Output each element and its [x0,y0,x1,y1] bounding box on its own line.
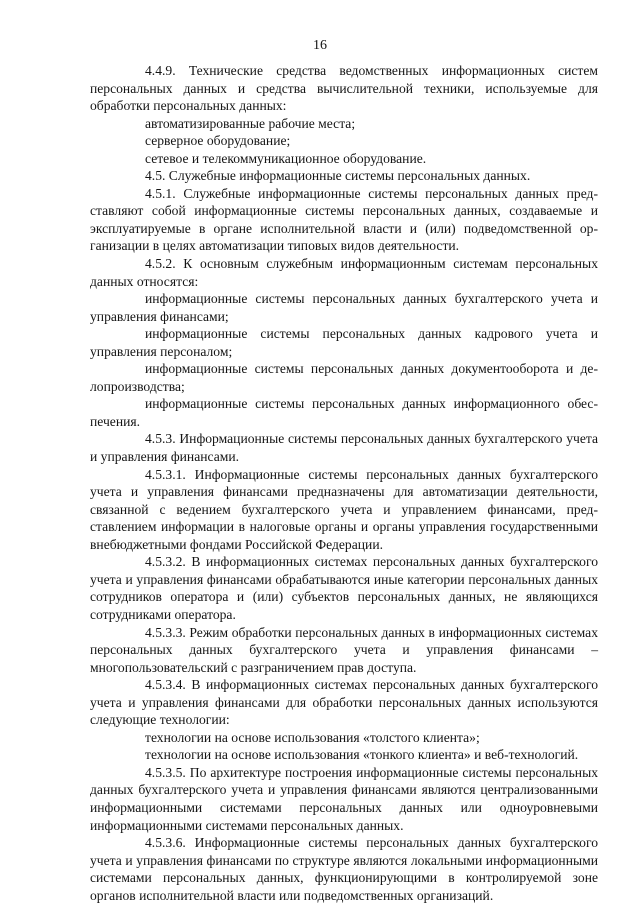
list-item-accounting-systems: информационные системы персональных данных бухгалтерского учета и управления финансами; [90,291,598,324]
paragraph-4-4-9: 4.4.9. Технические средства ведомственных информационных систем персональных данных и средства вычислительной техники, используемые для обработки персональных данных: [90,63,598,114]
list-item-hr-systems: информационные системы персональных данных кадрового учета и управления персоналом; [90,326,598,359]
list-item-thin-client: технологии на основе использования «тонкого клиента» и веб-технологий. [145,747,579,763]
list-item-document-flow-systems: информационные системы персональных данных документооборота и делопроизводства; [90,361,598,394]
section-heading-4-5-3: 4.5.3. Информационные системы персональных данных бухгалтерского учета и управления финансами. [90,431,598,465]
paragraph-4-5-3-1: 4.5.3.1. Информационные системы персональных данных бухгалтерского учета и управления финансами предназначены для автоматизации деятельности, связанной с ведением бухгалтерского учета и управлением финансами, представлением информации в налоговые органы и органы управления государственными внебюджетными фондами Российской Федерации. [90,466,598,552]
paragraph-4-5-2: 4.5.2. К основным служебным информационным системам персональных данных относятся: [90,256,598,289]
paragraph-4-5-1: 4.5.1. Служебные информационные системы персональных данных представляют собой информационные системы персональных данных, создаваемые и эксплуатируемые в органе исполнительной власти и (или) подведомственной организации в целях автоматизации типовых видов деятельности. [90,185,598,254]
paragraph-4-5-3-4: 4.5.3.4. В информационных системах персональных данных бухгалтерского учета и управления финансами для обработки персональных данных используются следующие технологии: [90,677,598,728]
paragraph-4-5-3-2: 4.5.3.2. В информационных системах персональных данных бухгалтерского учета и управления финансами обрабатываются иные категории персональных данных сотрудников оператора и (или) субъектов персональных данных, не являющихся сотрудниками оператора. [90,554,598,622]
list-item-workstations: автоматизированные рабочие места; [145,115,356,131]
list-item-server-equipment: серверное оборудование; [145,133,291,149]
list-item-information-support-systems: информационные системы персональных данных информационного обеспечения. [90,396,598,429]
paragraph-4-5-3-6: 4.5.3.6. Информационные системы персональных данных бухгалтерского учета и управления финансами по структуре являются локальными информационными системами персональных данных, функционирующими в контролируемой зоне органов исполнительной власти или подведомственных организаций. [90,835,598,903]
paragraph-4-5-3-3: 4.5.3.3. Режим обработки персональных данных в информационных системах персональных данных бухгалтерского учета и управления финансами – многопользовательский с разграничением прав доступа. [90,624,598,675]
section-heading-4-5: 4.5. Служебные информационные системы персональных данных. [145,168,531,184]
paragraph-4-5-3-5: 4.5.3.5. По архитектуре построения информационные системы персональных данных бухгалтерского учета и управления финансами являются централизованными информационными системами персональных данных или одноуровневыми информационными системами персональных данных. [90,764,598,833]
list-item-network-equipment: сетевое и телекоммуникационное оборудование. [145,150,427,166]
page-number: 16 [313,38,327,53]
document-body [90,62,598,904]
list-item-thick-client: технологии на основе использования «толстого клиента»; [145,729,480,745]
